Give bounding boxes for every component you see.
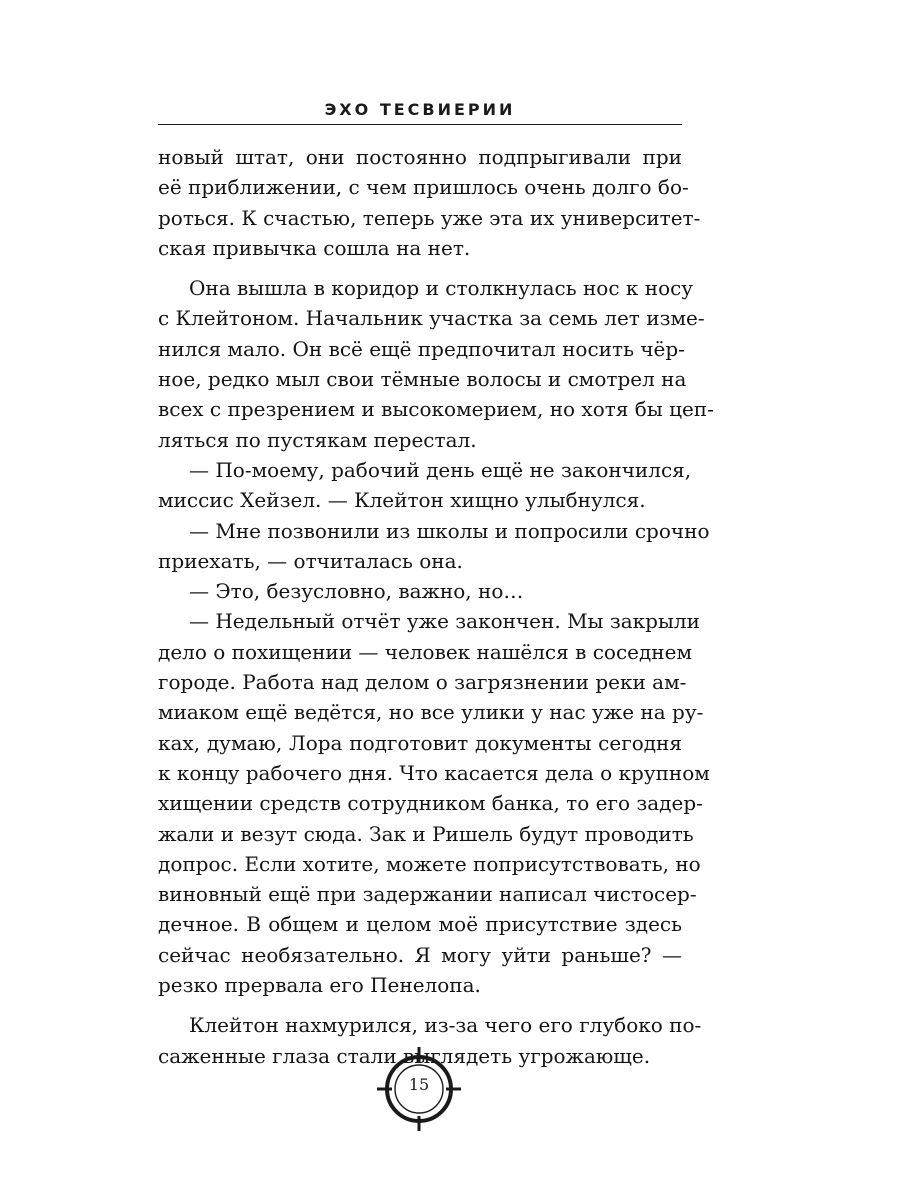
paragraph-gap [158, 263, 682, 273]
text-line: её приближении, с чем пришлось очень долго бо- [158, 175, 689, 200]
text-line: приехать, — отчиталась она. [158, 548, 463, 573]
text-line: новый штат, они постоянно подпрыгивали при [158, 145, 682, 169]
page-number-ornament [374, 1044, 464, 1134]
text-line: миссис Хейзел. — Клейтон хищно улыбнулся. [158, 488, 646, 513]
paragraph [158, 516, 710, 577]
text-line: — Недельный отчёт уже закончен. Мы закрыли [189, 609, 700, 634]
paragraph-gap [158, 1000, 682, 1010]
running-header: ЭХО ТЕСВИЕРИИ [324, 100, 516, 119]
text-line: к концу рабочего дня. Что касается дела о крупном [158, 760, 710, 785]
text-line: — Это, безусловно, важно, но… [189, 579, 524, 604]
body-text [158, 142, 714, 1071]
text-line: жали и везут сюда. Зак и Ришель будут проводить [158, 821, 694, 846]
text-line: виновный ещё при задержании написал чистосер- [158, 882, 697, 907]
paragraph [158, 455, 692, 516]
text-line: хищении средств сотрудником банка, то его задер- [158, 791, 703, 816]
text-line: роться. К счастью, теперь уже эта их университет- [158, 205, 701, 230]
text-line: ках, думаю, Лора подготовит документы сегодня [158, 730, 682, 755]
text-line: сейчас необязательно. Я могу уйти раньше? — [158, 942, 682, 967]
page-number: 15 [408, 1075, 430, 1094]
text-line: — Мне позвонили из школы и попросили срочно [189, 518, 710, 543]
text-line: саженные глаза стали выглядеть угрожающе. [158, 1043, 651, 1068]
text-line: всех с презрением и высокомерием, но хотя бы цеп- [158, 397, 714, 422]
text-line: — По-моему, рабочий день ещё не закончился, [189, 457, 692, 482]
text-line: ляться по пустякам перестал. [158, 427, 477, 452]
paragraph [158, 142, 701, 263]
text-line: резко прервала его Пенелопа. [158, 973, 481, 998]
text-line: городе. Работа над делом о загрязнении реки ам- [158, 670, 687, 695]
paragraph [158, 606, 710, 1000]
header-rule [158, 124, 682, 125]
text-line: ное, редко мыл свои тёмные волосы и смотрел на [158, 367, 687, 392]
paragraph [158, 576, 682, 606]
text-line: Клейтон нахмурился, из-за чего его глубоко по- [189, 1013, 702, 1038]
text-line: дечное. В общем и целом моё присутствие здесь [158, 912, 682, 937]
text-line: допрос. Если хотите, можете поприсутствовать, но [158, 851, 701, 876]
text-line: Она вышла в коридор и столкнулась нос к носу [189, 276, 694, 301]
text-line: дело о похищении — человек нашёлся в соседнем [158, 639, 693, 664]
text-line: с Клейтоном. Начальник участка за семь лет изме- [158, 306, 705, 331]
text-line: ская привычка сошла на нет. [158, 235, 471, 260]
text-line: нился мало. Он всё ещё предпочитал носить чёр- [158, 336, 685, 361]
paragraph [158, 273, 714, 455]
text-line: миаком ещё ведётся, но все улики у нас уже на ру- [158, 700, 704, 725]
